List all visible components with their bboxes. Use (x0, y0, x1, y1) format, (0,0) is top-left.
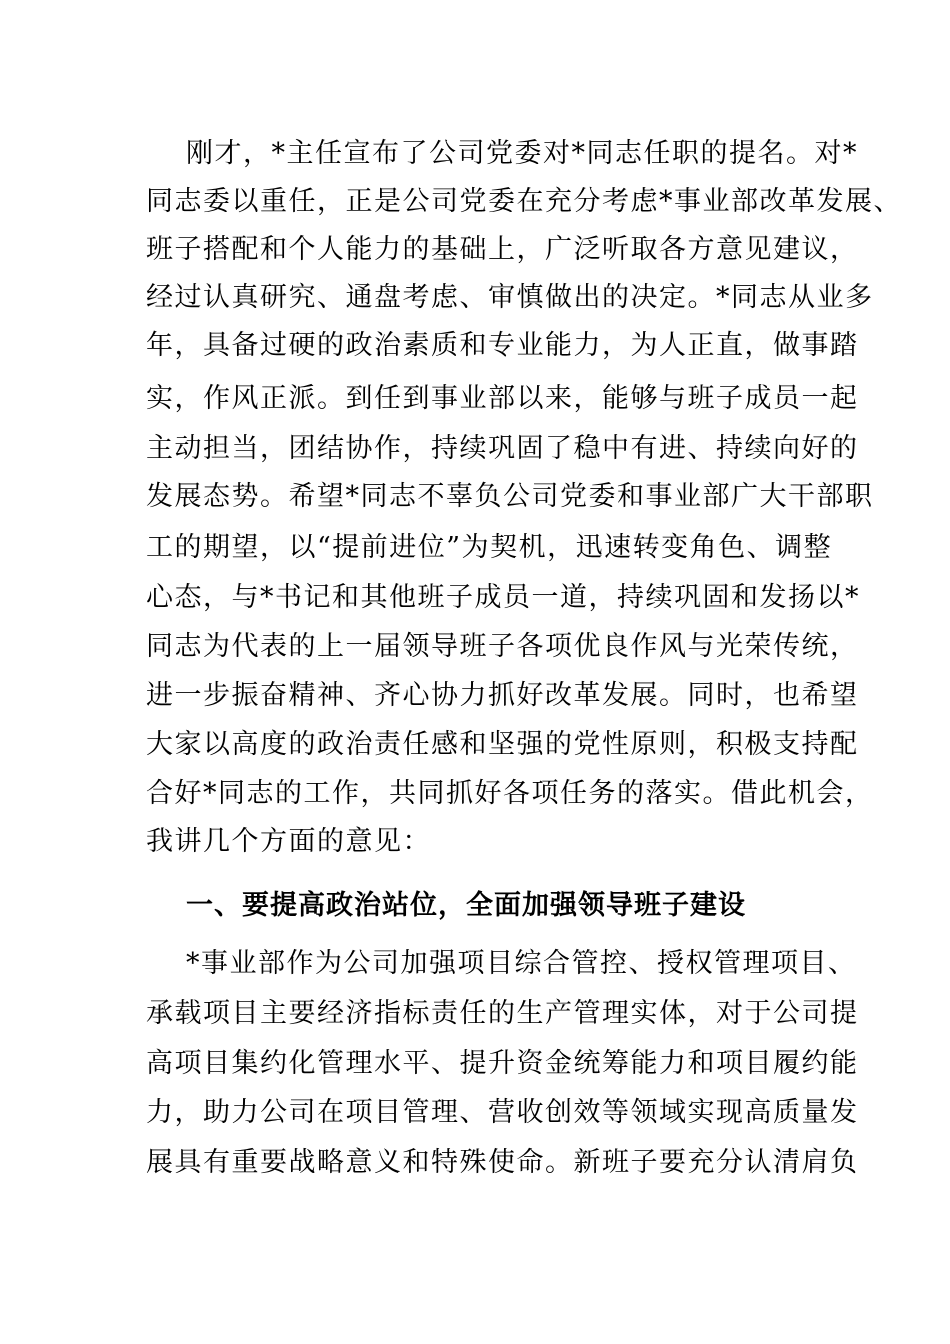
paragraph-line: 进一步振奋精神、齐心协力抓好改革发展。同时，也希望 (146, 680, 859, 711)
paragraph-line: 我讲几个方面的意见： (146, 826, 431, 857)
paragraph-line: 发展态势。希望*同志不辜负公司党委和事业部广大干部职 (146, 481, 874, 512)
paragraph-line: 同志为代表的上一届领导班子各项优良作风与光荣传统， (146, 631, 859, 662)
paragraph-line: 主动担当，团结协作，持续巩固了稳中有进、持续向好的 (146, 433, 859, 464)
paragraph-line: 刚才，*主任宣布了公司党委对*同志任职的提名。对* (186, 138, 858, 169)
paragraph-line: 心态，与*书记和其他班子成员一道，持续巩固和发扬以* (146, 582, 860, 613)
paragraph-line: 高项目集约化管理水平、提升资金统筹能力和项目履约能 (146, 1048, 859, 1079)
paragraph-line: 经过认真研究、通盘考虑、审慎做出的决定。*同志从业多 (146, 282, 874, 313)
paragraph-line: 班子搭配和个人能力的基础上，广泛听取各方意见建议， (146, 234, 859, 265)
section-heading: 一、要提高政治站位，全面加强领导班子建设 (186, 890, 746, 921)
paragraph-line: *事业部作为公司加强项目综合管控、授权管理项目、 (186, 948, 857, 979)
paragraph-line: 大家以高度的政治责任感和坚强的党性原则，积极支持配 (146, 729, 859, 760)
paragraph-line: 展具有重要战略意义和特殊使命。新班子要充分认清肩负 (146, 1147, 859, 1178)
paragraph-line: 实，作风正派。到任到事业部以来，能够与班子成员一起 (146, 383, 859, 414)
paragraph-line: 合好*同志的工作，共同抓好各项任务的落实。借此机会， (146, 778, 874, 809)
paragraph-line: 承载项目主要经济指标责任的生产管理实体，对于公司提 (146, 998, 859, 1029)
paragraph-line: 同志委以重任，正是公司党委在充分考虑*事业部改革发展、 (146, 186, 902, 217)
paragraph-line: 年，具备过硬的政治素质和专业能力，为人正直，做事踏 (146, 330, 859, 361)
paragraph-line: 力，助力公司在项目管理、营收创效等领域实现高质量发 (146, 1097, 859, 1128)
paragraph-line: 工的期望，以“提前进位”为契机，迅速转变角色、调整 (146, 532, 833, 563)
